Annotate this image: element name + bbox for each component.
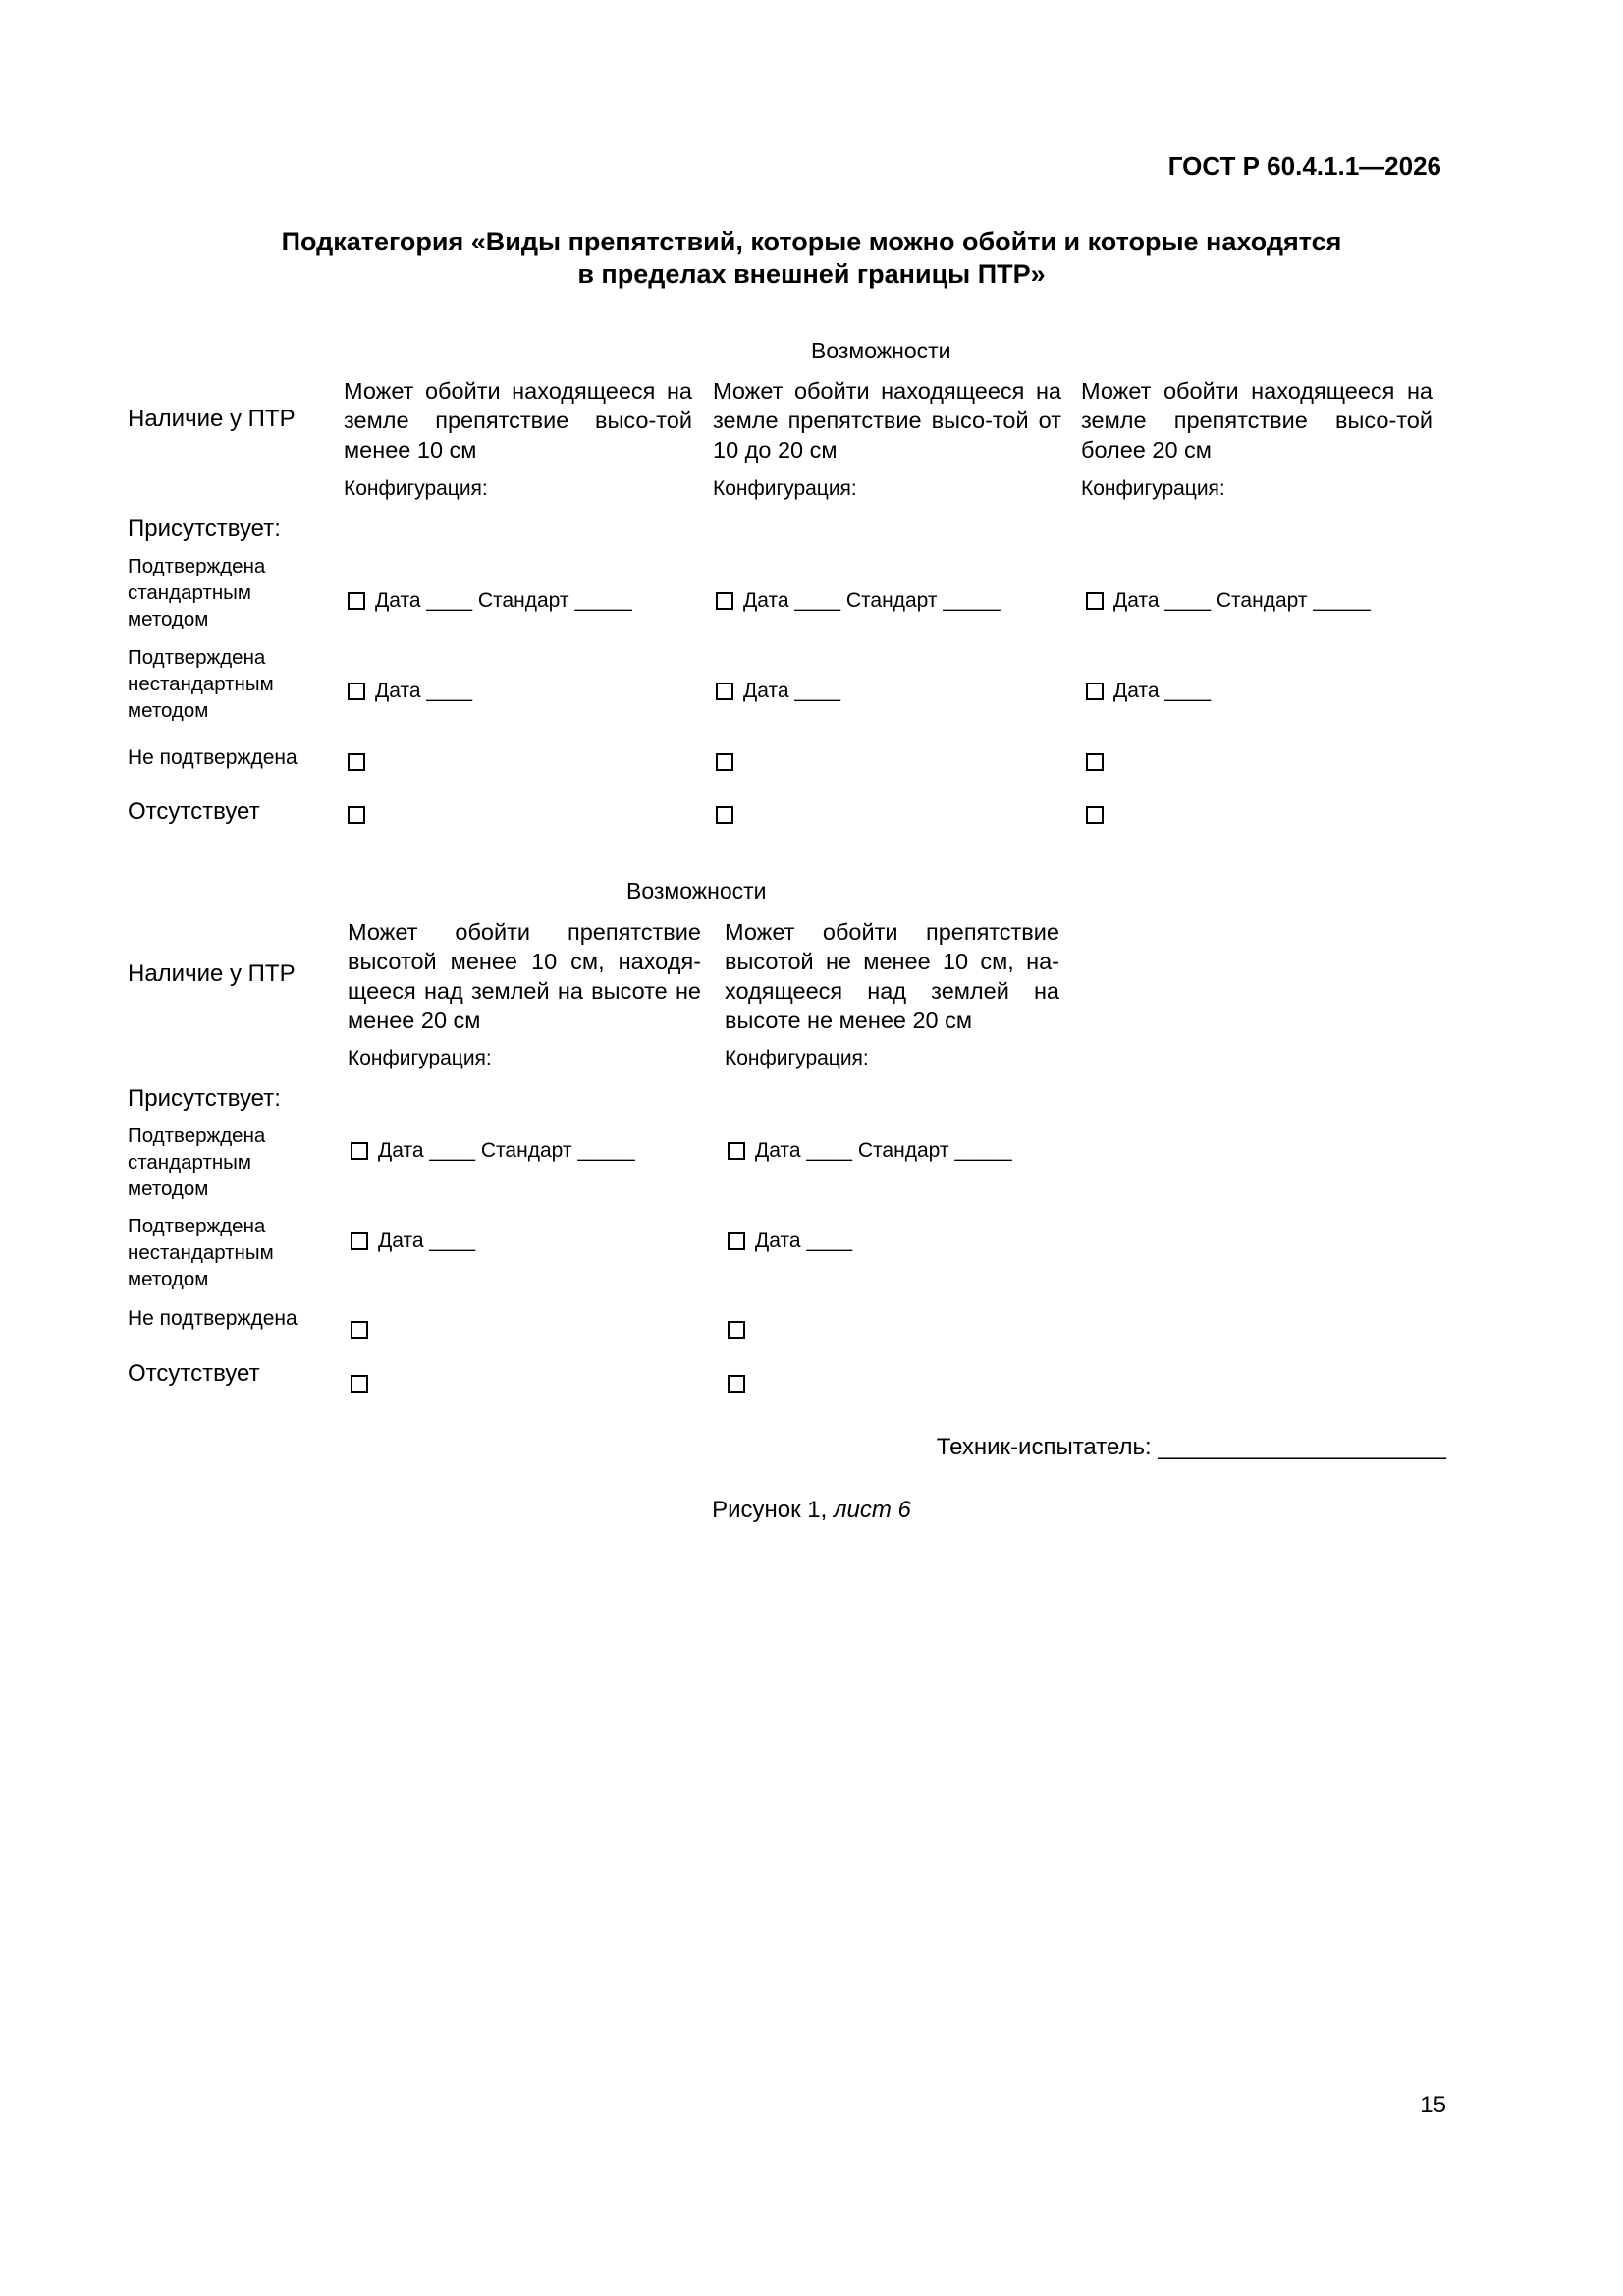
date-standard-field[interactable]: Дата ____ Стандарт _____ <box>378 1139 635 1162</box>
checkbox[interactable] <box>1086 683 1104 700</box>
checkbox[interactable] <box>728 1142 745 1160</box>
standard-code: ГОСТ Р 60.4.1.1—2026 <box>1167 151 1441 181</box>
date-field[interactable]: Дата ____ <box>1113 680 1212 702</box>
confirmed-nonstandard-label-1: Подтверждена нестандартным методом <box>128 646 274 722</box>
checkbox[interactable] <box>348 683 365 700</box>
table2-not-confirmed-checkbox-2[interactable] <box>728 1321 745 1339</box>
table1-config-label-2: Конфигурация: <box>713 477 857 500</box>
not-confirmed-label-1: Не подтверждена <box>128 746 298 769</box>
absent-label-2: Отсутствует <box>128 1360 260 1387</box>
capabilities-caption-2: Возможности <box>626 878 767 903</box>
table2-absent-checkbox-1[interactable] <box>351 1375 368 1393</box>
table1-row-standard-col1 <box>348 589 632 613</box>
table1-column-header-1: Может обойти находящееся на земле препятствие высо-той менее 10 см <box>344 378 692 463</box>
table2-row-nonstandard-col2 <box>728 1230 852 1253</box>
table1-not-confirmed-checkbox-3[interactable] <box>1086 753 1104 771</box>
date-standard-field[interactable]: Дата ____ Стандарт _____ <box>375 589 632 612</box>
title-line-2: в пределах внешней границы ПТР» <box>577 259 1046 289</box>
table1-column-header-3: Может обойти находящееся на земле препятствие высо-той более 20 см <box>1081 378 1433 463</box>
present-label-1: Присутствует: <box>128 516 281 542</box>
date-standard-field[interactable]: Дата ____ Стандарт _____ <box>755 1139 1012 1162</box>
date-field[interactable]: Дата ____ <box>743 680 841 702</box>
table1-absent-checkbox-1[interactable] <box>348 806 365 824</box>
table1-absent-checkbox-2[interactable] <box>716 806 733 824</box>
table1-config-label-1: Конфигурация: <box>344 477 488 500</box>
table2-row-standard-col2 <box>728 1139 1012 1163</box>
checkbox[interactable] <box>716 592 733 610</box>
figure-caption <box>0 1497 1623 1524</box>
not-confirmed-label-2: Не подтверждена <box>128 1307 298 1330</box>
confirmed-standard-label-2: Подтверждена стандартным методом <box>128 1124 266 1200</box>
table1-not-confirmed-checkbox-2[interactable] <box>716 753 733 771</box>
date-field[interactable]: Дата ____ <box>375 680 473 702</box>
figure-label: Рисунок 1, <box>712 1497 828 1523</box>
table2-config-label-2: Конфигурация: <box>725 1047 869 1069</box>
page-number: 15 <box>1420 2092 1446 2118</box>
date-standard-field[interactable]: Дата ____ Стандарт _____ <box>1113 589 1371 612</box>
presence-label-1: Наличие у ПТР <box>128 406 296 432</box>
table1-row-standard-col2 <box>716 589 1001 613</box>
table2-not-confirmed-checkbox-1[interactable] <box>351 1321 368 1339</box>
table1-absent-checkbox-3[interactable] <box>1086 806 1104 824</box>
table2-column-header-2: Может обойти препятствие высотой не менее 10 см, на-ходящееся над землей на высоте не менее 20 см <box>725 919 1059 1033</box>
table1-row-nonstandard-col1 <box>348 680 472 703</box>
table2-absent-checkbox-2[interactable] <box>728 1375 745 1393</box>
present-label-2: Присутствует: <box>128 1085 281 1112</box>
date-field[interactable]: Дата ____ <box>378 1230 476 1252</box>
table1-row-nonstandard-col2 <box>716 680 840 703</box>
capabilities-caption-1: Возможности <box>811 338 951 363</box>
checkbox[interactable] <box>351 1142 368 1160</box>
date-field[interactable]: Дата ____ <box>755 1230 853 1252</box>
table2-column-header-1: Может обойти препятствие высотой менее 10 см, находя-щееся над землей на высоте не менее 20 см <box>348 919 701 1033</box>
table2-row-nonstandard-col1 <box>351 1230 475 1253</box>
presence-label-2: Наличие у ПТР <box>128 960 296 987</box>
table1-config-label-3: Конфигурация: <box>1081 477 1225 500</box>
checkbox[interactable] <box>348 592 365 610</box>
table2-config-label-1: Конфигурация: <box>348 1047 492 1069</box>
page-title <box>0 226 1623 291</box>
title-line-1: Подкатегория «Виды препятствий, которые можно обойти и которые находятся <box>281 227 1342 256</box>
table1-not-confirmed-checkbox-1[interactable] <box>348 753 365 771</box>
table2-row-standard-col1 <box>351 1139 635 1163</box>
confirmed-nonstandard-label-2: Подтверждена нестандартным методом <box>128 1215 274 1290</box>
technician-signature-field[interactable]: Техник-испытатель: ______________________ <box>936 1434 1446 1460</box>
table1-column-header-2: Может обойти находящееся на земле препятствие высо-той от 10 до 20 см <box>713 378 1061 463</box>
table1-row-nonstandard-col3 <box>1086 680 1211 703</box>
checkbox[interactable] <box>1086 592 1104 610</box>
checkbox[interactable] <box>728 1232 745 1250</box>
date-standard-field[interactable]: Дата ____ Стандарт _____ <box>743 589 1001 612</box>
checkbox[interactable] <box>716 683 733 700</box>
confirmed-standard-label-1: Подтверждена стандартным методом <box>128 555 266 630</box>
figure-sheet: лист 6 <box>833 1497 911 1523</box>
absent-label-1: Отсутствует <box>128 798 260 825</box>
table1-row-standard-col3 <box>1086 589 1371 613</box>
checkbox[interactable] <box>351 1232 368 1250</box>
